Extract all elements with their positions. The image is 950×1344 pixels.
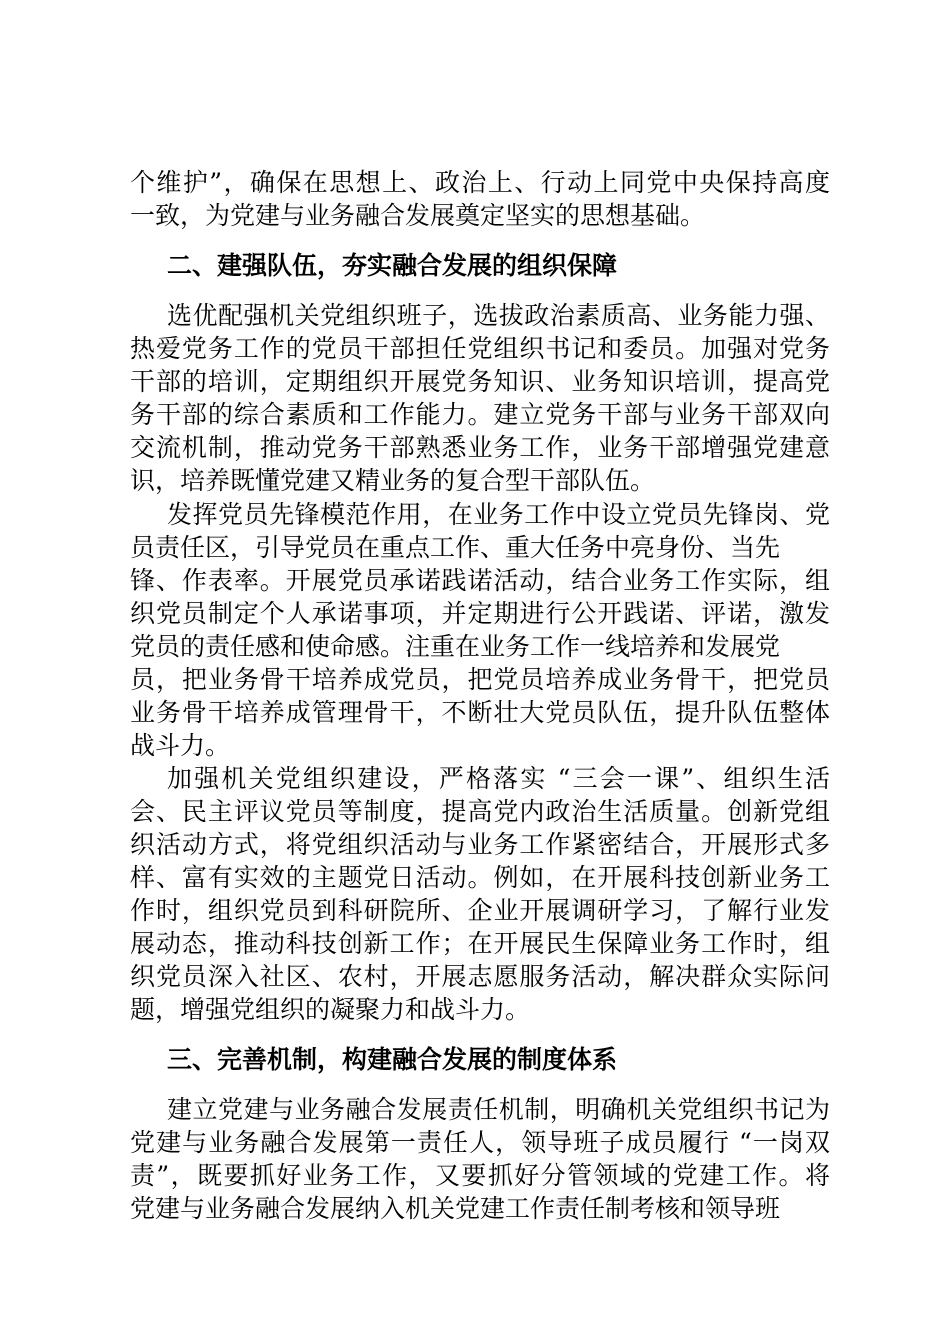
body-text-line: 选优配强机关党组织班子，选拔政治素质高、业务能力强、	[167, 301, 830, 330]
body-text-line: 样、富有实效的主题党日活动。例如，在开展科技创新业务工	[130, 863, 830, 892]
body-text-line: 党建与业务融合发展纳入机关党建工作责任制考核和领导班	[130, 1194, 781, 1223]
body-text-line: 党建与业务融合发展第一责任人，领导班子成员履行 “一岗双	[130, 1128, 830, 1157]
body-text-line: 员责任区，引导党员在重点工作、重大任务中亮身份、当先	[130, 533, 781, 562]
body-text-line: 建立党建与业务融合发展责任机制，明确机关党组织书记为	[167, 1095, 830, 1124]
body-text-line: 织活动方式，将党组织活动与业务工作紧密结合，开展形式多	[130, 830, 830, 859]
body-text-line: 个维护”，确保在思想上、政治上、行动上同党中央保持高度	[130, 168, 830, 197]
body-text-line: 交流机制，推动党务干部熟悉业务工作，业务干部增强党建意	[130, 433, 830, 462]
body-text-line: 发挥党员先锋模范作用，在业务工作中设立党员先锋岗、党	[167, 500, 830, 529]
body-text-line: 作时，组织党员到科研院所、企业开展调研学习，了解行业发	[130, 896, 830, 925]
body-text-line: 热爱党务工作的党员干部担任党组织书记和委员。加强对党务	[130, 334, 830, 363]
body-text-line: 加强机关党组织建设，严格落实 “三会一课”、组织生活	[167, 764, 830, 793]
body-text-line: 识，培养既懂党建又精业务的复合型干部队伍。	[130, 466, 656, 495]
body-text-line: 干部的培训，定期组织开展党务知识、业务知识培训，提高党	[130, 367, 830, 396]
body-text-line: 务干部的综合素质和工作能力。建立党务干部与业务干部双向	[130, 400, 830, 429]
body-text-line: 业务骨干培养成管理骨干，不断壮大党员队伍，提升队伍整体	[130, 698, 830, 727]
body-text-line: 党员的责任感和使命感。注重在业务工作一线培养和发展党	[130, 632, 781, 661]
body-text-line: 会、民主评议党员等制度，提高党内政治生活质量。创新党组	[130, 797, 830, 826]
body-text-line: 织党员深入社区、农村，开展志愿服务活动，解决群众实际问	[130, 962, 830, 991]
body-text-line: 责”，既要抓好业务工作，又要抓好分管领域的党建工作。将	[130, 1161, 830, 1190]
body-text-line: 织党员制定个人承诺事项，并定期进行公开践诺、评诺，激发	[130, 599, 830, 628]
body-text-line: 展动态，推动科技创新工作；在开展民生保障业务工作时，组	[130, 929, 830, 958]
body-text-line: 题，增强党组织的凝聚力和战斗力。	[130, 995, 531, 1024]
body-text-line: 一致，为党建与业务融合发展奠定坚实的思想基础。	[130, 201, 706, 230]
body-text-line: 员，把业务骨干培养成党员，把党员培养成业务骨干，把党员	[130, 665, 830, 694]
section-heading: 二、建强队伍，夯实融合发展的组织保障	[167, 251, 618, 280]
body-text-line: 战斗力。	[130, 731, 231, 760]
body-text-line: 锋、作表率。开展党员承诺践诺活动，结合业务工作实际，组	[130, 566, 830, 595]
section-heading: 三、完善机制，构建融合发展的制度体系	[167, 1045, 618, 1074]
